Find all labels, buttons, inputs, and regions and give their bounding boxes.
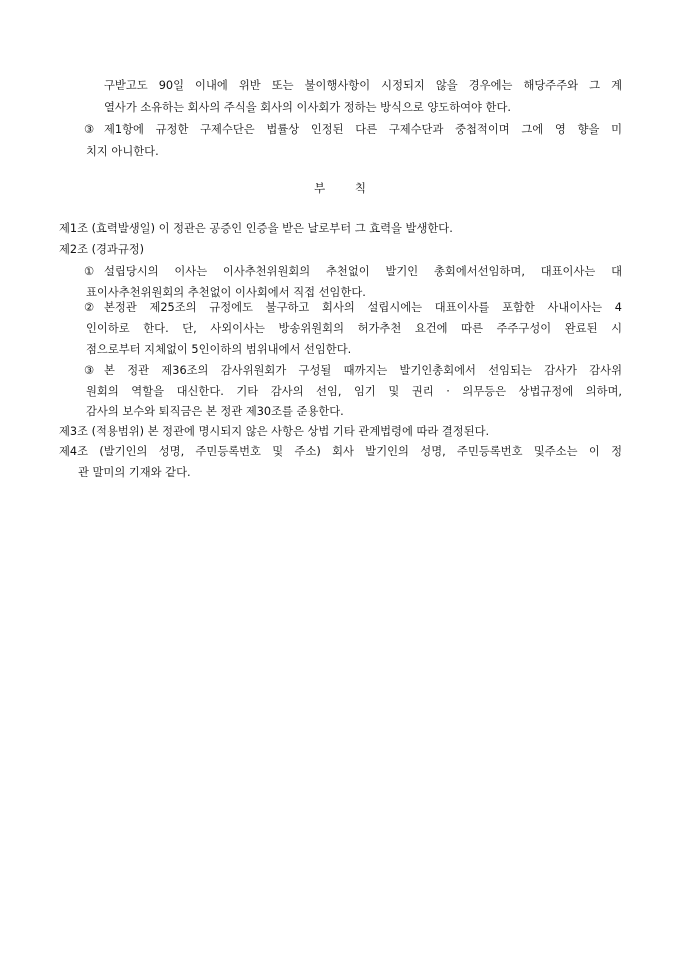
item-marker-1: ① xyxy=(84,265,95,278)
article-4-line-2: 관 말미의 기재와 같다. xyxy=(78,466,191,479)
prev-paragraph-line-1: 구받고도 90일 이내에 위반 또는 불이행사항이 시정되지 않을 경우에는 해당주주와 그 계 xyxy=(104,79,622,92)
prev-item3-line-2: 치지 아니한다. xyxy=(86,145,159,158)
article-2-item-2-line-3: 점으로부터 지체없이 5인이하의 범위내에서 선임한다. xyxy=(86,343,352,356)
article-2-item-3-line-1: 본 정관 제36조의 감사위원회가 구성될 때까지는 발기인총회에서 선임되는 감사가 감사위 xyxy=(104,364,622,377)
article-2-item-3-line-3: 감사의 보수와 퇴직금은 본 정관 제30조를 준용한다. xyxy=(86,405,344,418)
article-1: 제1조 (효력발생일) 이 정관은 공증인 인증을 받은 날로부터 그 효력을 발생한다. xyxy=(59,222,453,235)
article-2-item-1-line-2: 표이사추천위원회의 추천없이 이사회에서 직접 선임한다. xyxy=(86,286,366,299)
article-4-line-1: 제4조 (발기인의 성명, 주민등록번호 및 주소) 회사 발기인의 성명, 주민등록번호 및주소는 이 정 xyxy=(59,445,622,458)
article-3: 제3조 (적용범위) 본 정관에 명시되지 않은 사항은 상법 기타 관계법령에 따라 결정된다. xyxy=(59,425,490,438)
article-2-item-2-line-2: 인이하로 한다. 단, 사외이사는 방송위원회의 허가추천 요건에 따른 주주구성이 완료된 시 xyxy=(86,322,622,335)
article-2-title: 제2조 (경과규정) xyxy=(59,243,145,256)
item-marker-2: ② xyxy=(84,301,95,314)
prev-item3-line-1: 제1항에 규정한 구제수단은 법률상 인정된 다른 구제수단과 중첩적이며 그에 영 향을 미 xyxy=(104,123,622,136)
supplementary-provisions-heading: 부 칙 xyxy=(314,181,366,195)
article-2-item-1-line-1: 설립당시의 이사는 이사추천위원회의 추천없이 발기인 총회에서선임하며, 대표이사는 대 xyxy=(104,265,622,278)
prev-paragraph-line-2: 열사가 소유하는 회사의 주식을 회사의 이사회가 정하는 방식으로 양도하여야 한다. xyxy=(104,101,511,114)
article-2-item-2-line-1: 본정관 제25조의 규정에도 불구하고 회사의 설립시에는 대표이사를 포함한 사내이사는 4 xyxy=(104,301,622,314)
item-marker-3: ③ xyxy=(84,123,95,136)
item-marker-3b: ③ xyxy=(84,364,95,377)
article-2-item-3-line-2: 원회의 역할을 대신한다. 기타 감사의 선임, 임기 및 권리 · 의무등은 상법규정에 의하며, xyxy=(86,385,622,398)
